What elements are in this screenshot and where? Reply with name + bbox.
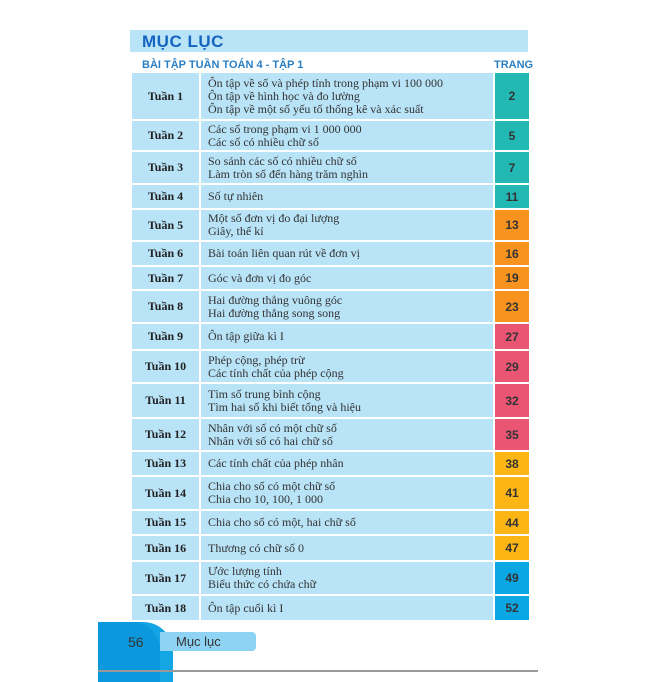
page-number: 27 [495,324,529,349]
page-number: 5 [495,121,529,150]
subtitle: BÀI TẬP TUẦN TOÁN 4 - TẬP 1 [142,59,304,71]
toc-row[interactable] [132,384,529,417]
week-label: Tuần 18 [132,596,199,620]
toc-row[interactable] [132,351,529,382]
topic: Hai đường thẳng vuông góc [208,292,343,307]
toc-row[interactable] [132,536,529,560]
topics-cell [201,596,493,620]
page-number: 11 [495,185,529,208]
page-number: 7 [495,152,529,183]
topic: Tìm số trung bình cộng [208,386,321,401]
topics-cell [201,477,493,509]
page-number: 2 [495,73,529,119]
topic: Các tính chất của phép cộng [208,365,344,380]
page-number: 19 [495,267,529,289]
page-number: 49 [495,562,529,594]
toc-table [132,73,529,622]
toc-row[interactable] [132,324,529,349]
week-label: Tuần 9 [132,324,199,349]
footer-page-number: 56 [128,634,144,650]
topics-cell [201,384,493,417]
week-label: Tuần 4 [132,185,199,208]
page-number: 38 [495,452,529,475]
week-label: Tuần 6 [132,242,199,265]
topic: Ôn tập giữa kì I [208,329,284,343]
topic: Ước lượng tính [208,564,282,578]
page-number: 41 [495,477,529,509]
topic: Số tự nhiên [208,189,264,203]
week-label: Tuần 1 [132,73,199,119]
week-label: Tuần 8 [132,291,199,322]
toc-row[interactable] [132,210,529,240]
toc-row[interactable] [132,452,529,475]
page-number: 32 [495,384,529,417]
topics-cell [201,267,493,289]
toc-row[interactable] [132,291,529,322]
topic: Ôn tập cuối kì I [208,600,284,615]
topics-cell [201,185,493,208]
topics-cell [201,452,493,475]
footer-tab [98,622,160,682]
page-column-header: TRANG [494,59,534,71]
toc-row[interactable] [132,562,529,594]
page-number: 52 [495,596,529,620]
week-label: Tuần 10 [132,351,199,382]
week-label: Tuần 12 [132,419,199,450]
page-number: 47 [495,536,529,560]
topic: Phép cộng, phép trừ [208,352,305,367]
topics-cell [201,291,493,322]
week-label: Tuần 14 [132,477,199,509]
topic: Nhân với số có hai chữ số [208,433,333,448]
topic: Ôn tập về số và phép tính trong phạm vi 100 000 [208,75,443,90]
topic: Các số có nhiều chữ số [208,134,319,149]
toc-row[interactable] [132,596,529,620]
week-label: Tuần 15 [132,511,199,534]
topics-cell [201,562,493,594]
page-title: MỤC LỤC [142,32,224,51]
toc-row[interactable] [132,267,529,289]
topic: Làm tròn số đến hàng trăm nghìn [208,166,368,181]
topic: Giây, thế kỉ [208,224,264,238]
week-label: Tuần 13 [132,452,199,475]
page-number: 44 [495,511,529,534]
week-label: Tuần 16 [132,536,199,560]
toc-row[interactable] [132,242,529,265]
week-label: Tuần 17 [132,562,199,594]
page-number: 23 [495,291,529,322]
topic: Các số trong phạm vi 1 000 000 [208,121,362,136]
topics-cell [201,351,493,382]
toc-row[interactable] [132,121,529,150]
topic: Góc và đơn vị đo góc [208,270,312,285]
topics-cell [201,511,493,534]
topic: Chia cho số có một chữ số [208,479,336,493]
title-bar [130,30,528,52]
topic: So sánh các số có nhiều chữ số [208,153,357,168]
topic: Thương có chữ số 0 [208,540,305,555]
topic: Các tính chất của phép nhân [208,456,344,470]
week-label: Tuần 5 [132,210,199,240]
week-label: Tuần 11 [132,384,199,417]
topics-cell [201,324,493,349]
topic: Chia cho số có một, hai chữ số [208,515,356,529]
topic: Chia cho 10, 100, 1 000 [208,492,323,506]
topics-cell [201,152,493,183]
week-label: Tuần 7 [132,267,199,289]
page-number: 16 [495,242,529,265]
topics-cell [201,242,493,265]
topics-cell [201,419,493,450]
toc-row[interactable] [132,477,529,509]
topic: Hai đường thẳng song song [208,305,341,320]
week-label: Tuần 3 [132,152,199,183]
topics-cell [201,210,493,240]
topics-cell [201,73,493,119]
topic: Một số đơn vị đo đại lượng [208,211,340,225]
toc-row[interactable] [132,511,529,534]
topic: Biểu thức có chứa chữ [208,577,317,591]
page-number: 35 [495,419,529,450]
toc-row[interactable] [132,73,529,119]
topics-cell [201,121,493,150]
page-number: 29 [495,351,529,382]
toc-row[interactable] [132,419,529,450]
page-number: 13 [495,210,529,240]
topic: Tìm hai số khi biết tổng và hiệu [208,399,361,414]
toc-row[interactable] [132,152,529,183]
week-label: Tuần 2 [132,121,199,150]
topic: Ôn tập về hình học và đo lường [208,88,360,103]
topic: Bài toán liên quan rút về đơn vị [208,246,360,260]
toc-row[interactable] [132,185,529,208]
topic: Nhân với số có một chữ số [208,420,337,435]
footer-section-label: Mục lục [176,634,221,649]
topics-cell [201,536,493,560]
topic: Ôn tập về một số yếu tố thống kê và xác suất [208,101,424,116]
